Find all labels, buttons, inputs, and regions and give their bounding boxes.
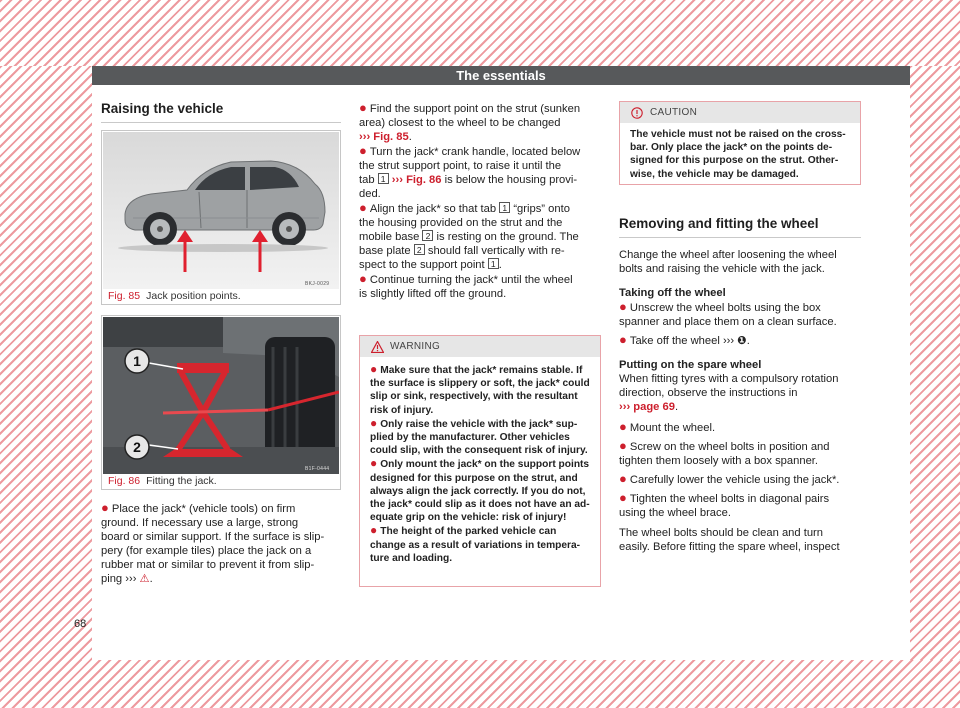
page-69-link[interactable]: ››› page 69: [619, 401, 675, 413]
caution-body: The vehicle must not be raised on the cross- bar. Only place the jack* on the points de- signed for this purpose on the strut. Other- wise, the vehicle may be damaged.: [630, 129, 846, 180]
tab-number-badge: 1: [488, 258, 499, 269]
bullet-icon: ●: [359, 271, 367, 286]
warning-triangle-icon[interactable]: ⚠: [139, 573, 150, 585]
bullet-icon: ●: [619, 471, 627, 486]
page-number: 68: [74, 618, 87, 630]
caution-box: [619, 101, 861, 185]
figure-86-label: Fig. 86: [108, 475, 141, 487]
info-circle-icon: [631, 106, 643, 127]
bullet-icon: ●: [359, 100, 367, 115]
tab-number-badge: 2: [422, 230, 433, 241]
figure-86-caption-text: Fitting the jack.: [146, 475, 217, 487]
figure-85-caption-text: Jack position points.: [146, 290, 241, 302]
warning-box: [359, 335, 601, 587]
figure-86: [101, 315, 341, 490]
car-side-illustration: [103, 132, 339, 289]
fig-86-link[interactable]: ››› Fig. 86: [391, 174, 442, 186]
callout-2: 2: [133, 439, 141, 455]
section-wheel: [619, 216, 861, 238]
tab-number-badge: 1: [499, 202, 510, 213]
warning-triangle-icon: [371, 340, 384, 361]
hatched-border-left: [0, 66, 92, 660]
column-left: [101, 101, 341, 123]
tab-number-badge: 1: [378, 173, 389, 184]
jack-placement-paragraph: ● Place the jack* (vehicle tools) on firm ground. If necessary use a large, strong board or similar support. If the surface is slip- pery (for example tiles) place the jack on a rubber mat or similar to prevent it from slip- ping ››› ⚠.: [101, 500, 325, 585]
hatched-border-bottom: [0, 660, 960, 708]
warning-info-icon[interactable]: ❶: [737, 335, 747, 347]
figure-85-label: Fig. 85: [108, 290, 141, 302]
chapter-header: The essentials: [92, 66, 910, 85]
tab-number-badge: 2: [414, 244, 425, 255]
figure-code: B1F-0444: [305, 466, 330, 472]
heading-raising-vehicle: Raising the vehicle: [101, 101, 341, 123]
figure-85-caption: [108, 290, 241, 302]
column-middle: ● Find the support point on the strut (sunken area) closest to the wheel to be changed ››› Fig. 85. ● Turn the jack* crank handle, located below the strut support point, to raise it until the tab 1 ››› Fig. 86 is below the housing provi- ded. ● Align the jack* so that tab 1 “grips” onto the housing provided on the strut and the mobile base 2 is resting on the ground. The base plate 2 should fall vertically with re- spect to the support point 1 . ● Continue turning the jack* until the wheel is slightly lifted off the ground.: [359, 100, 581, 300]
fig-85-link[interactable]: ››› Fig. 85: [359, 131, 409, 143]
hatched-border-right: [910, 66, 960, 660]
heading-removing-fitting-wheel: Removing and fitting the wheel: [619, 216, 861, 238]
caution-title: CAUTION: [650, 107, 698, 118]
bullet-icon: ●: [359, 200, 367, 215]
figure-code: BKJ-0029: [305, 281, 330, 287]
warning-body: ● Make sure that the jack* remains stable. If the surface is slippery or soft, the jack* could slip or sink, respectively, with the resultant risk of injury. ● Only raise the vehicle with the jack* sup- plied by the manufacturer. Other vehicles could slip, with the consequent risk of injury. ● Only mount the jack* on the support points designed for this purpose on the strut, and always align the jack correctly. If you do not, the jack* could slip as it does not have an ad- equate grip on the vehicle: risk of injury! ● The height of the parked vehicle can change as a result of variations in tempera- ture and loading.: [370, 362, 590, 564]
jack-fitting-illustration: [103, 317, 339, 474]
bullet-icon: ●: [619, 332, 627, 347]
warning-title: WARNING: [390, 341, 441, 352]
bullet-icon: ●: [619, 438, 627, 453]
putting-on-heading: Putting on the spare wheel: [619, 359, 762, 371]
wheel-instructions: Change the wheel after loosening the wheel bolts and raising the vehicle with the jack. Taking off the wheel ● Unscrew the wheel bolts using the box spanner and place them on a clean surface. ● Take off the wheel ››› ❶. Putting on the spare wheel When fitting tyres with a compulsory rotation direction, observe the instructions in ››› page 69. ● Mount the wheel. ● Screw on the wheel bolts in position and tighten them loosely with a box spanner. ● Carefully lower the vehicle using the jack*. ● Tighten the wheel bolts in diagonal pairs using the wheel brace. The wheel bolts should be clean and turn easily. Before fitting the spare wheel, inspect: [619, 248, 861, 554]
hatched-border-top: [0, 0, 960, 66]
figure-86-caption: [108, 475, 217, 487]
bullet-icon: ●: [619, 490, 627, 505]
bullet-icon: ●: [101, 500, 109, 515]
warning-header: [360, 336, 600, 357]
bullet-icon: ●: [359, 143, 367, 158]
caution-header: [620, 102, 860, 123]
callout-1: 1: [133, 353, 141, 369]
taking-off-heading: Taking off the wheel: [619, 287, 726, 299]
bullet-icon: ●: [619, 419, 627, 434]
figure-85: [101, 130, 341, 305]
bullet-icon: ●: [619, 299, 627, 314]
